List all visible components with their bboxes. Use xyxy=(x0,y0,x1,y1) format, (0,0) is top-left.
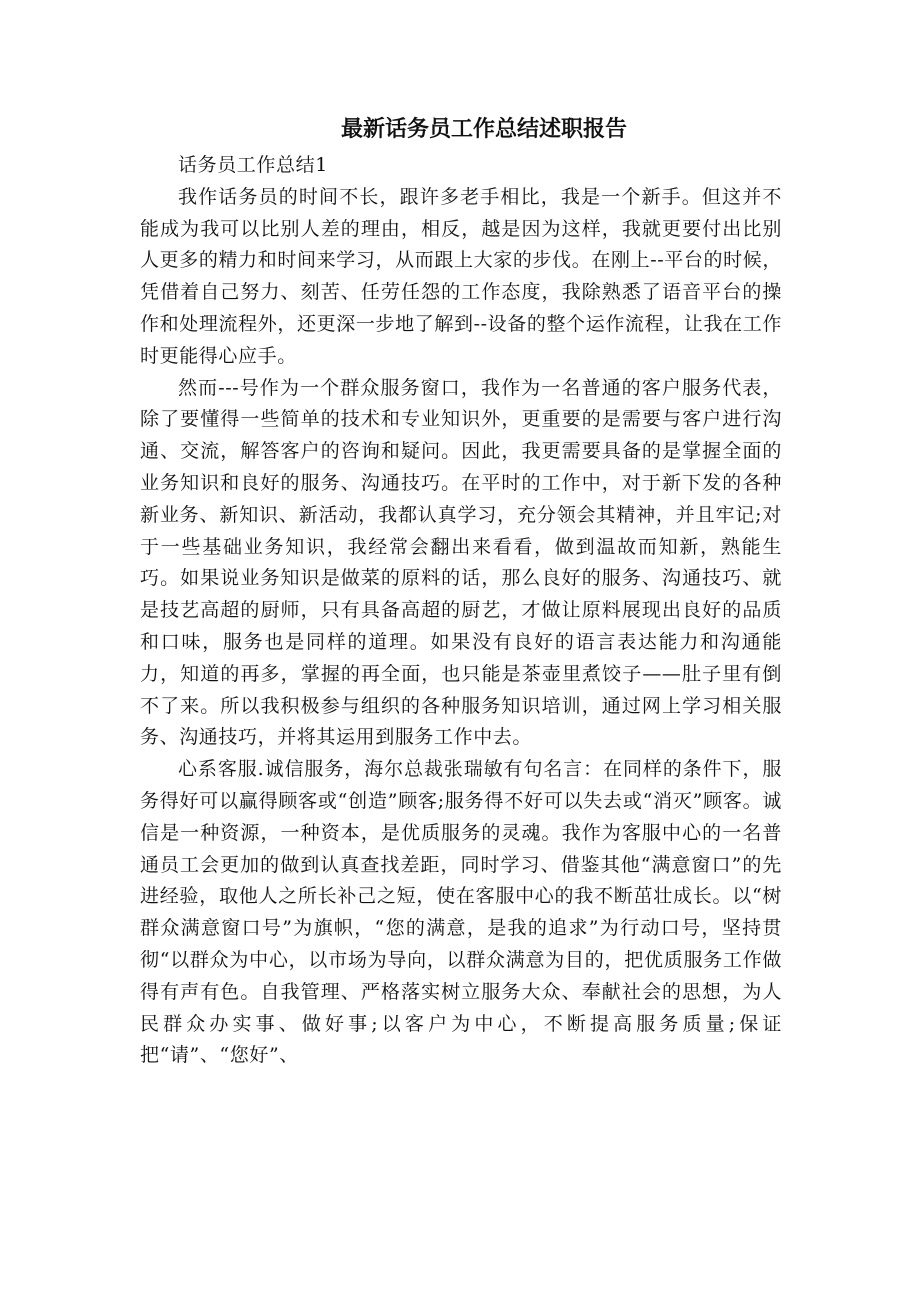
document-title: 最新话务员工作总结述职报告 xyxy=(340,117,627,142)
paragraph-1: 我作话务员的时间不长，跟许多老手相比，我是一个新手。但这并不能成为我可以比别人差的理由，相反，越是因为这样，我就更要付出比别人更多的精力和时间来学习，从而跟上大家的步伐。在刚上--平台的时候，凭借着自己努力、刻苦、任劳任怨的工作态度，我除熟悉了语音平台的操作和处理流程外，还更深一步地了解到--设备的整个运作流程，让我在工作时更能得心应手。 xyxy=(140,185,782,367)
section-heading: 话务员工作总结1 xyxy=(178,154,328,176)
paragraph-2: 然而---号作为一个群众服务窗口，我作为一名普通的客户服务代表，除了要懂得一些简单的技术和专业知识外，更重要的是需要与客户进行沟通、交流，解答客户的咨询和疑问。因此，我更需要具备的是掌握全面的业务知识和良好的服务、沟通技巧。在平时的工作中，对于新下发的各种新业务、新知识、新活动，我都认真学习，充分领会其精神，并且牢记;对于一些基础业务知识，我经常会翻出来看看，做到温故而知新，熟能生巧。如果说业务知识是做菜的原料的话，那么良好的服务、沟通技巧、就是技艺高超的厨师，只有具备高超的厨艺，才做让原料展现出良好的品质和口味，服务也是同样的道理。如果没有良好的语言表达能力和沟通能力，知道的再多，掌握的再全面，也只能是茶壶里煮饺子——肚子里有倒不了来。所以我积极参与组织的各种服务知识培训，通过网上学习相关服务、沟通技巧，并将其运用到服务工作中去。 xyxy=(140,376,782,749)
paragraph-3: 心系客服.诚信服务，海尔总裁张瑞敏有句名言：在同样的条件下，服务得好可以赢得顾客或“创造”顾客;服务得不好可以失去或“消灭”顾客。诚信是一种资源，一种资本，是优质服务的灵魂。我作为客服中心的一名普通员工会更加的做到认真查找差距，同时学习、借鉴其他“满意窗口”的先进经验，取他人之所长补己之短，使在客服中心的我不断茁壮成长。以“树群众满意窗口号”为旗帜，“您的满意，是我的追求”为行动口号，坚持贯彻“以群众为中心，以市场为导向，以群众满意为目的，把优质服务工作做得有声有色。自我管理、严格落实树立服务大众、奉献社会的思想，为人民群众办实事、做好事;以客户为中心，不断提高服务质量;保证把“请”、“您好”、 xyxy=(140,758,782,1067)
document-body xyxy=(140,150,782,1072)
